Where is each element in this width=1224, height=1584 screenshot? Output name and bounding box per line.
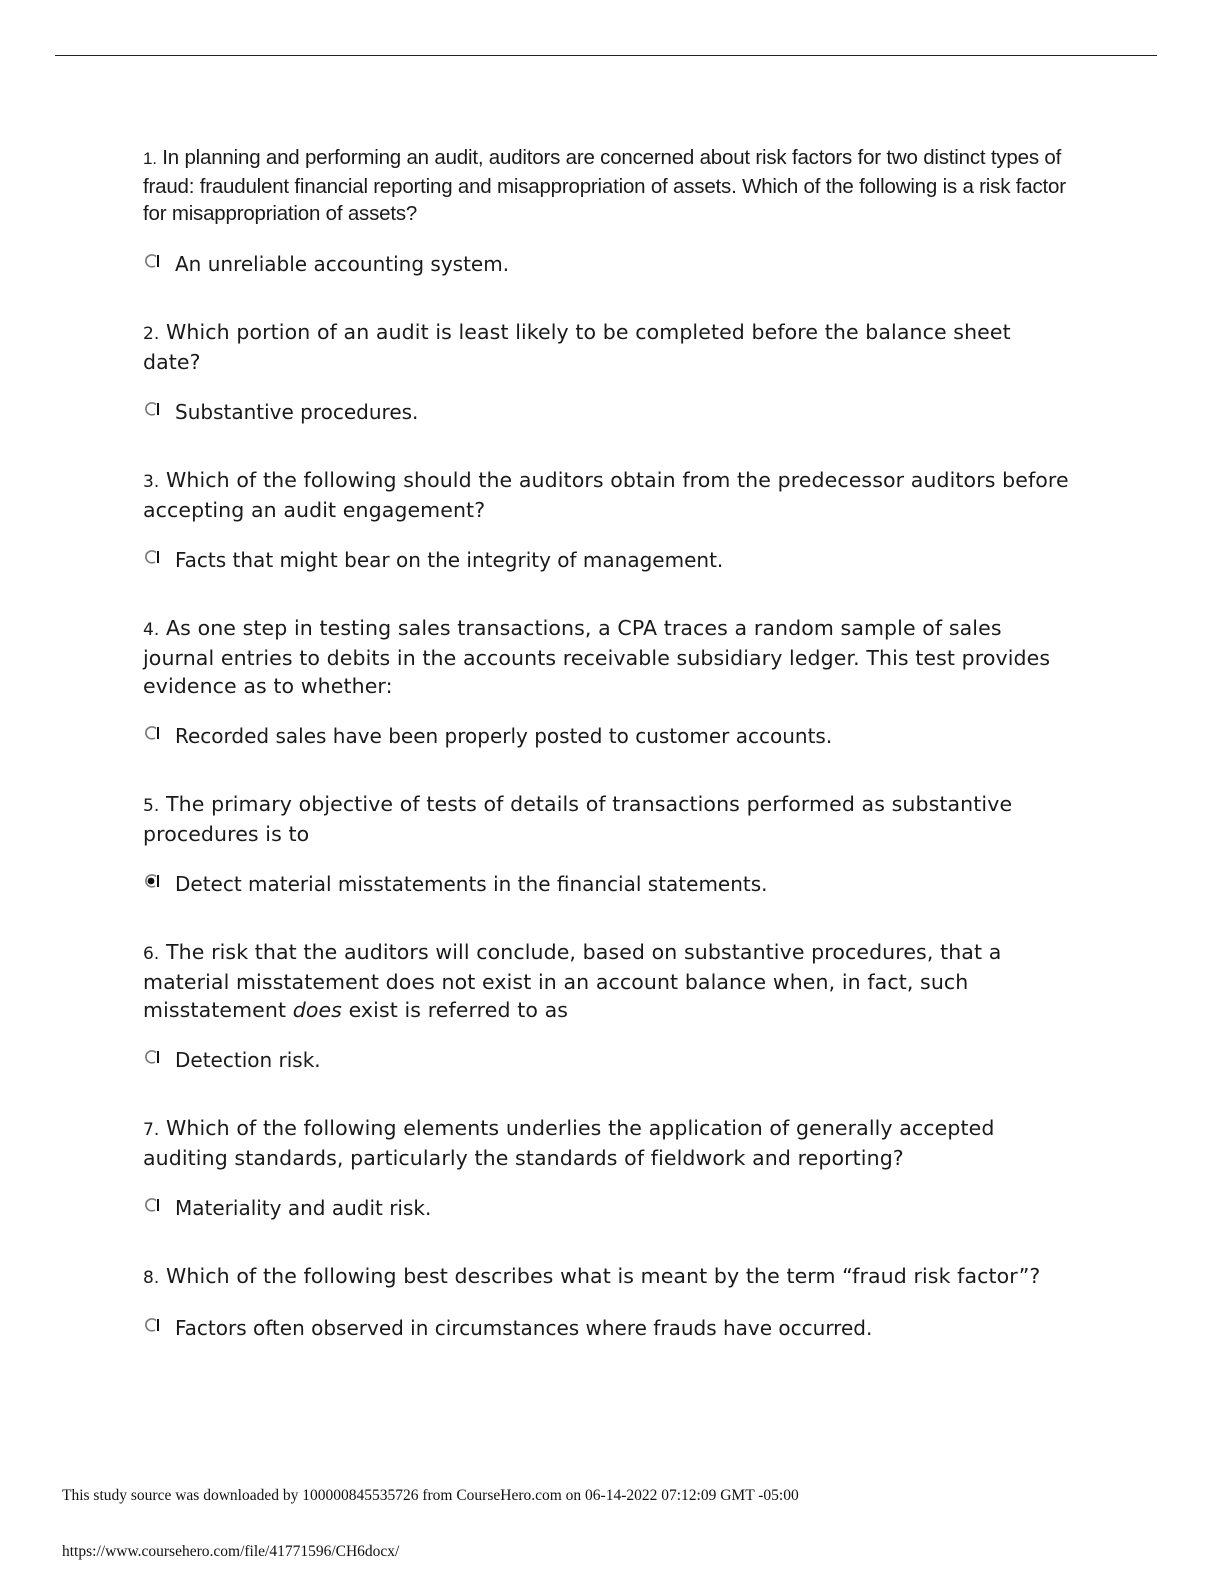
question-body: In planning and performing an audit, auditors are concerned about risk factors for two distinct types of fraud: fraudulent financial reporting and misappropriation of assets. Which of the following is a risk factor for misappropriation of assets? — [143, 146, 1066, 225]
answer-text: Substantive procedures. — [175, 399, 419, 424]
answer-option[interactable] — [143, 398, 1073, 426]
question-text — [143, 790, 1073, 848]
question-4 — [143, 614, 1073, 750]
radio-unselected-icon[interactable] — [143, 400, 159, 416]
question-number: 1. — [143, 149, 157, 168]
radio-unselected-icon[interactable] — [143, 1196, 159, 1212]
radio-selected-icon[interactable] — [143, 872, 159, 888]
answer-text: Detect material misstatements in the financial statements. — [175, 871, 768, 896]
question-text — [143, 144, 1073, 228]
question-body: Which of the following elements underlies the application of generally accepted auditing standards, particularly the standards of fieldwork and reporting? — [143, 1115, 995, 1170]
answer-option[interactable] — [143, 546, 1073, 574]
question-6 — [143, 938, 1073, 1074]
question-number: 5. — [143, 795, 160, 816]
question-body-start: The risk that the auditors will conclude, based on substantive procedures, that a material misstatement does not exist in an account balance when, in fact, such misstatement — [143, 939, 1002, 1022]
question-body-end: exist is referred to as — [341, 997, 569, 1022]
question-text — [143, 318, 1073, 376]
question-number: 3. — [143, 471, 160, 492]
footer-url: https://www.coursehero.com/file/41771596/CH6docx/ — [62, 1543, 400, 1560]
question-text — [143, 466, 1073, 524]
answer-option[interactable] — [143, 722, 1073, 750]
question-number: 8. — [143, 1267, 160, 1288]
radio-unselected-icon[interactable] — [143, 1316, 159, 1332]
radio-unselected-icon[interactable] — [143, 252, 159, 268]
question-7 — [143, 1114, 1073, 1222]
answer-option[interactable] — [143, 1046, 1073, 1074]
question-8 — [143, 1262, 1073, 1342]
top-rule — [55, 55, 1157, 56]
question-1 — [143, 144, 1073, 278]
question-body: As one step in testing sales transactions, a CPA traces a random sample of sales journal entries to debits in the accounts receivable subsidiary ledger. This test provides evidence as to whether: — [143, 615, 1051, 698]
question-number: 6. — [143, 943, 160, 964]
answer-text: Factors often observed in circumstances where frauds have occurred. — [175, 1315, 873, 1340]
answer-text: Facts that might bear on the integrity of management. — [175, 547, 724, 572]
question-number: 2. — [143, 323, 160, 344]
question-2 — [143, 318, 1073, 426]
answer-text: Materiality and audit risk. — [175, 1195, 432, 1220]
quiz-content — [143, 144, 1073, 1382]
footer-source-note: This study source was downloaded by 100000845535726 from CourseHero.com on 06-14-2022 07:12:09 GMT -05:00 — [62, 1487, 799, 1504]
question-body: Which of the following best describes what is meant by the term “fraud risk factor”? — [166, 1263, 1041, 1288]
question-number: 4. — [143, 619, 160, 640]
question-body: The primary objective of tests of details of transactions performed as substantive procedures is to — [143, 791, 1013, 846]
answer-option[interactable] — [143, 1314, 1073, 1342]
answer-text: Detection risk. — [175, 1047, 321, 1072]
radio-unselected-icon[interactable] — [143, 1048, 159, 1064]
answer-option[interactable] — [143, 250, 1073, 278]
question-text — [143, 1114, 1073, 1172]
question-text — [143, 938, 1073, 1024]
question-5 — [143, 790, 1073, 898]
question-body: Which of the following should the auditors obtain from the predecessor auditors before accepting an audit engagement? — [143, 467, 1069, 522]
answer-option[interactable] — [143, 870, 1073, 898]
question-text — [143, 1262, 1073, 1292]
question-3 — [143, 466, 1073, 574]
question-body: Which portion of an audit is least likely to be completed before the balance sheet date? — [143, 319, 1011, 374]
radio-unselected-icon[interactable] — [143, 548, 159, 564]
question-text — [143, 614, 1073, 700]
answer-option[interactable] — [143, 1194, 1073, 1222]
question-number: 7. — [143, 1119, 160, 1140]
radio-unselected-icon[interactable] — [143, 724, 159, 740]
answer-text: Recorded sales have been properly posted to customer accounts. — [175, 723, 833, 748]
question-emphasis: does — [292, 997, 342, 1022]
answer-text: An unreliable accounting system. — [175, 251, 510, 276]
